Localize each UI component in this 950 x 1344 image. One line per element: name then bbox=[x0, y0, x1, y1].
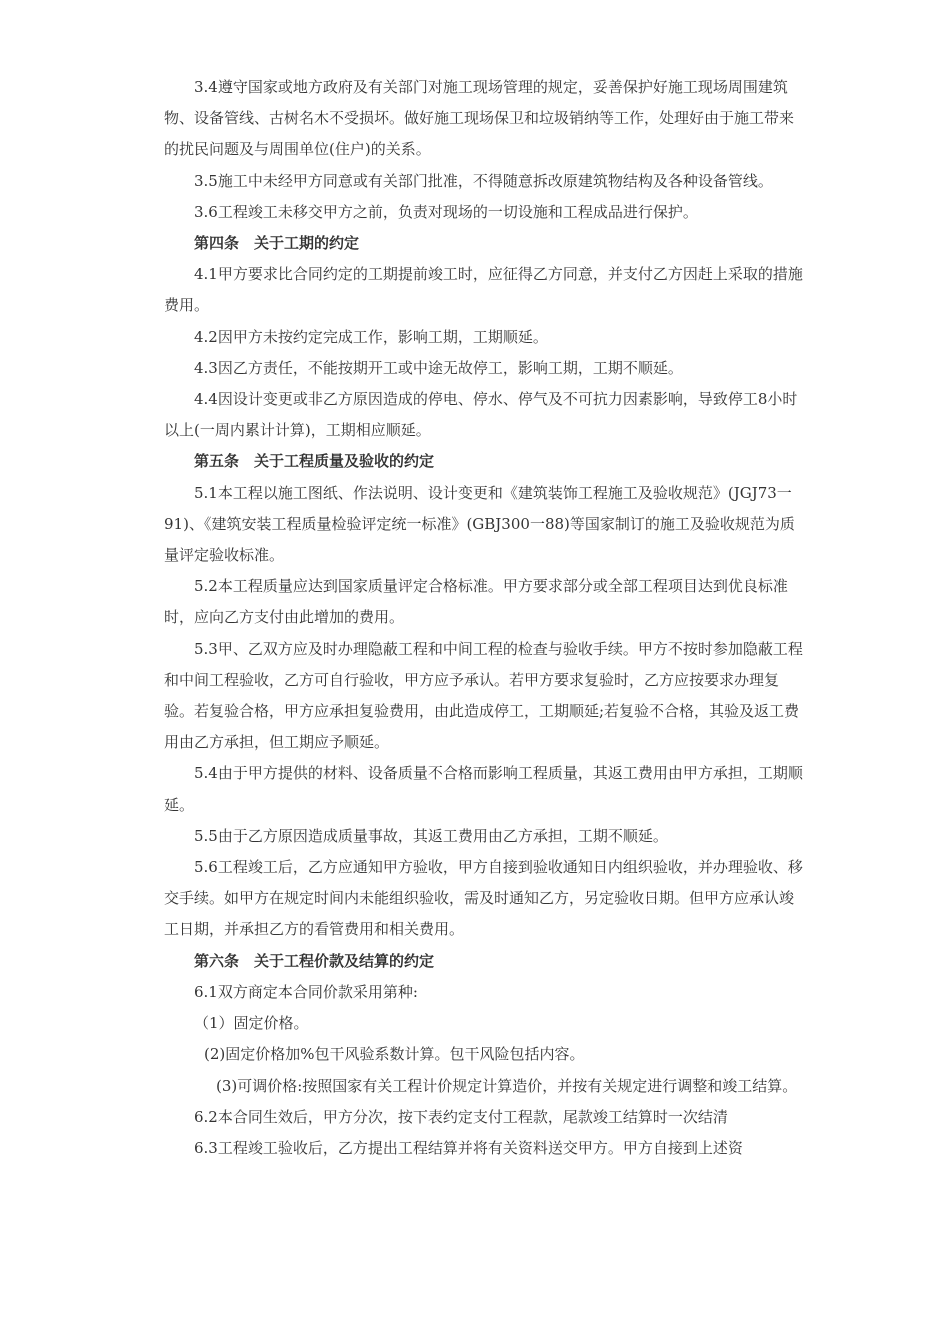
option-1: （1）固定价格。 bbox=[194, 1014, 309, 1033]
clause-3-6: 3.6工程竣工未移交甲方之前，负责对现场的一切设施和工程成品进行保护。 bbox=[194, 202, 698, 221]
clause-6-2: 6.2本合同生效后，甲方分次，按下表约定支付工程款，尾款竣工结算时一次结清 bbox=[194, 1107, 728, 1126]
clause-6-3: 6.3工程竣工验收后，乙方提出工程结算并将有关资料送交甲方。甲方自接到上述资 bbox=[194, 1138, 743, 1157]
article-5-heading: 第五条 关于工程质量及验收的约定 bbox=[194, 452, 435, 471]
clause-4-2: 4.2因甲方未按约定完成工作，影响工期，工期顺延。 bbox=[194, 327, 548, 346]
clause-5-2: 5.2本工程质量应达到国家质量评定合格标准。甲方要求部分或全部工程项目达到优良标准时，应向乙方支付由此增加的费用。 bbox=[164, 577, 788, 627]
article-4-heading: 第四条 关于工期的约定 bbox=[194, 234, 360, 253]
clause-4-1: 4.1甲方要求比合同约定的工期提前竣工时，应征得乙方同意，并支付乙方因赶上采取的措施费用。 bbox=[164, 265, 803, 315]
clause-6-1: 6.1双方商定本合同价款采用第种: bbox=[194, 982, 418, 1001]
clause-5-5: 5.5由于乙方原因造成质量事故，其返工费用由乙方承担，工期不顺延。 bbox=[194, 826, 668, 845]
document-body bbox=[164, 72, 804, 1164]
clause-3-5: 3.5施工中未经甲方同意或有关部门批准，不得随意拆改原建筑物结构及各种设备管线。 bbox=[194, 171, 773, 190]
article-6-heading: 第六条 关于工程价款及结算的约定 bbox=[194, 951, 435, 970]
clause-4-3: 4.3因乙方责任，不能按期开工或中途无故停工，影响工期，工期不顺延。 bbox=[194, 358, 683, 377]
option-3: (3)可调价格:按照国家有关工程计价规定计算造价，并按有关规定进行调整和竣工结算。 bbox=[216, 1076, 798, 1095]
clause-5-4: 5.4由于甲方提供的材料、设备质量不合格而影响工程质量，其返工费用由甲方承担，工期顺延。 bbox=[164, 764, 803, 814]
clause-4-4: 4.4因设计变更或非乙方原因造成的停电、停水、停气及不可抗力因素影响，导致停工8小时以上(一周内累计计算)，工期相应顺延。 bbox=[164, 390, 798, 440]
clause-5-6: 5.6工程竣工后，乙方应通知甲方验收，甲方自接到验收通知日内组织验收，并办理验收、移交手续。如甲方在规定时间内未能组织验收，需及时通知乙方，另定验收日期。但甲方应承认竣工日期，并承担乙方的看管费用和相关费用。 bbox=[164, 858, 803, 939]
clause-3-4: 3.4遵守国家或地方政府及有关部门对施工现场管理的规定，妥善保护好施工现场周围建筑物、设备管线、古树名木不受损坏。做好施工现场保卫和垃圾销纳等工作，处理好由于施工带来的扰民问题及与周围单位(住户)的关系。 bbox=[164, 78, 795, 159]
clause-5-3: 5.3甲、乙双方应及时办理隐蔽工程和中间工程的检查与验收手续。甲方不按时参加隐蔽工程和中间工程验收，乙方可自行验收，甲方应予承认。若甲方要求复验时，乙方应按要求办理复验。若复验合格，甲方应承担复验费用，由此造成停工，工期顺延;若复验不合格，其验及返工费用由乙方承担，但工期应予顺延。 bbox=[164, 639, 803, 752]
option-2: (2)固定价格加%包干风验系数计算。包干风险包括内容。 bbox=[204, 1045, 585, 1064]
clause-5-1: 5.1本工程以施工图纸、作法说明、设计变更和《建筑装饰工程施工及验收规范》(JGJ73一91)、《建筑安装工程质量检验评定统一标准》(GBJ300一88)等国家制订的施工及验收规范为质量评定验收标准。 bbox=[164, 483, 795, 565]
